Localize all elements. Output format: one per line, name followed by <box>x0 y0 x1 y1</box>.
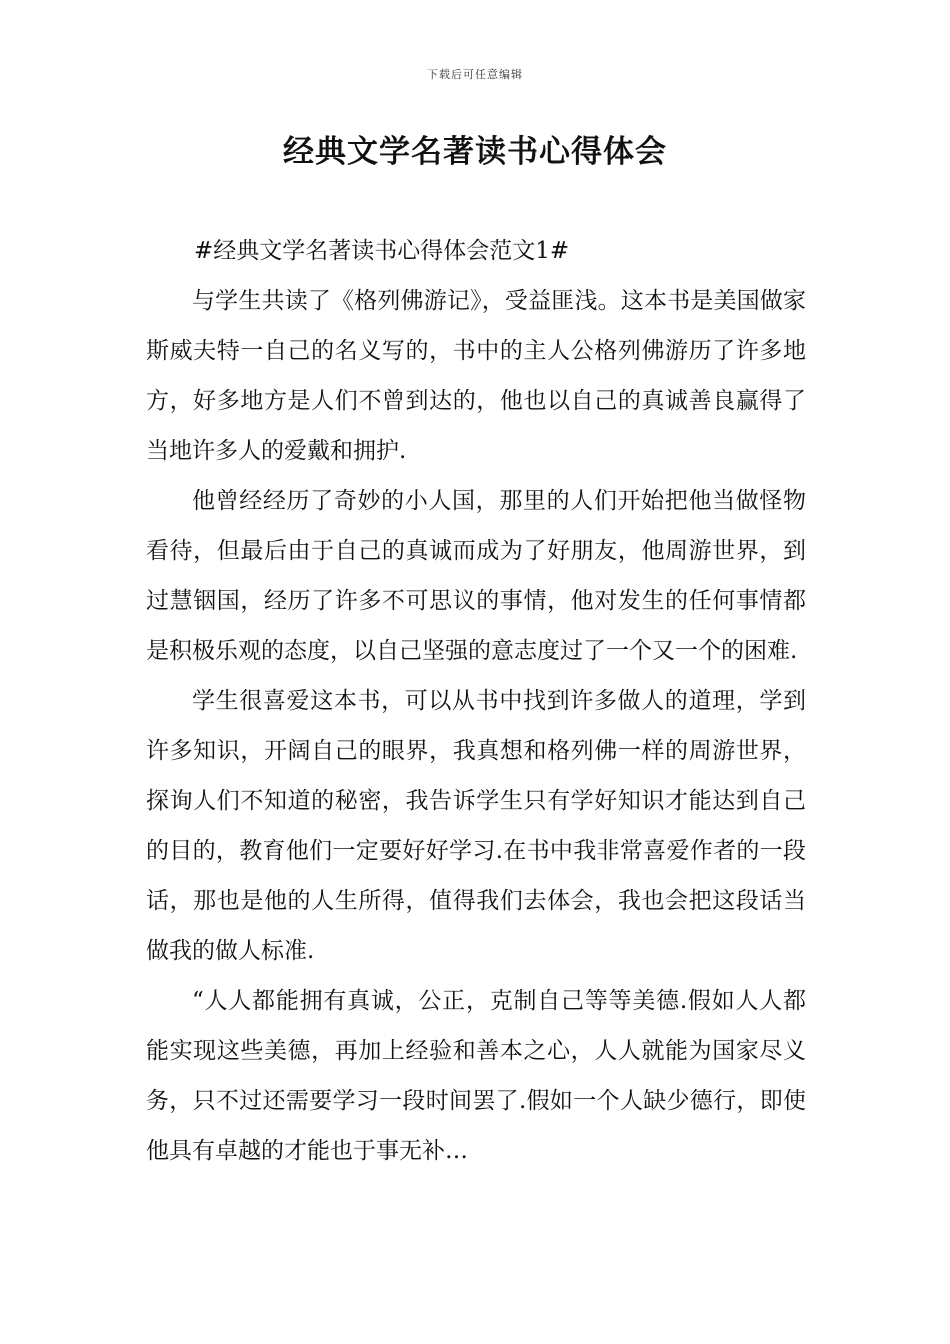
paragraph-3: 学生很喜爱这本书，可以从书中找到许多做人的道理，学到许多知识，开阔自己的眼界，我真想和格列佛一样的周游世界，探询人们不知道的秘密，我告诉学生只有学好知识才能达到自己的目的，教育他们一定要好好学习.在书中我非常喜爱作者的一段话，那也是他的人生所得，值得我们去体会，我也会把这段话当做我的做人标准. <box>146 688 806 964</box>
document-title: 经典文学名著读书心得体会 <box>283 134 667 170</box>
paragraph-1: 与学生共读了《格列佛游记》，受益匪浅。这本书是美国做家斯威夫特一自己的名义写的，书中的主人公格列佛游历了许多地方，好多地方是人们不曾到达的，他也以自己的真诚善良赢得了当地许多人的爱戴和拥护. <box>146 288 806 464</box>
section-heading: #经典文学名著读书心得体会范文1# <box>194 238 570 264</box>
document-body <box>146 226 806 1176</box>
paragraph-2: 他曾经经历了奇妙的小人国，那里的人们开始把他当做怪物看待，但最后由于自己的真诚而成为了好朋友，他周游世界，到过慧铟国，经历了许多不可思议的事情，他对发生的任何事情都是积极乐观的态度，以自己坚强的意志度过了一个又一个的困难. <box>146 488 806 664</box>
paragraph-4: “人人都能拥有真诚，公正，克制自己等等美德.假如人人都能实现这些美德，再加上经验和善本之心，人人就能为国家尽义务，只不过还需要学习一段时间罢了.假如一个人缺少德行，即使他具有卓越的才能也于事无补… <box>146 988 806 1164</box>
page-header-note: 下载后可任意编辑 <box>427 68 523 81</box>
